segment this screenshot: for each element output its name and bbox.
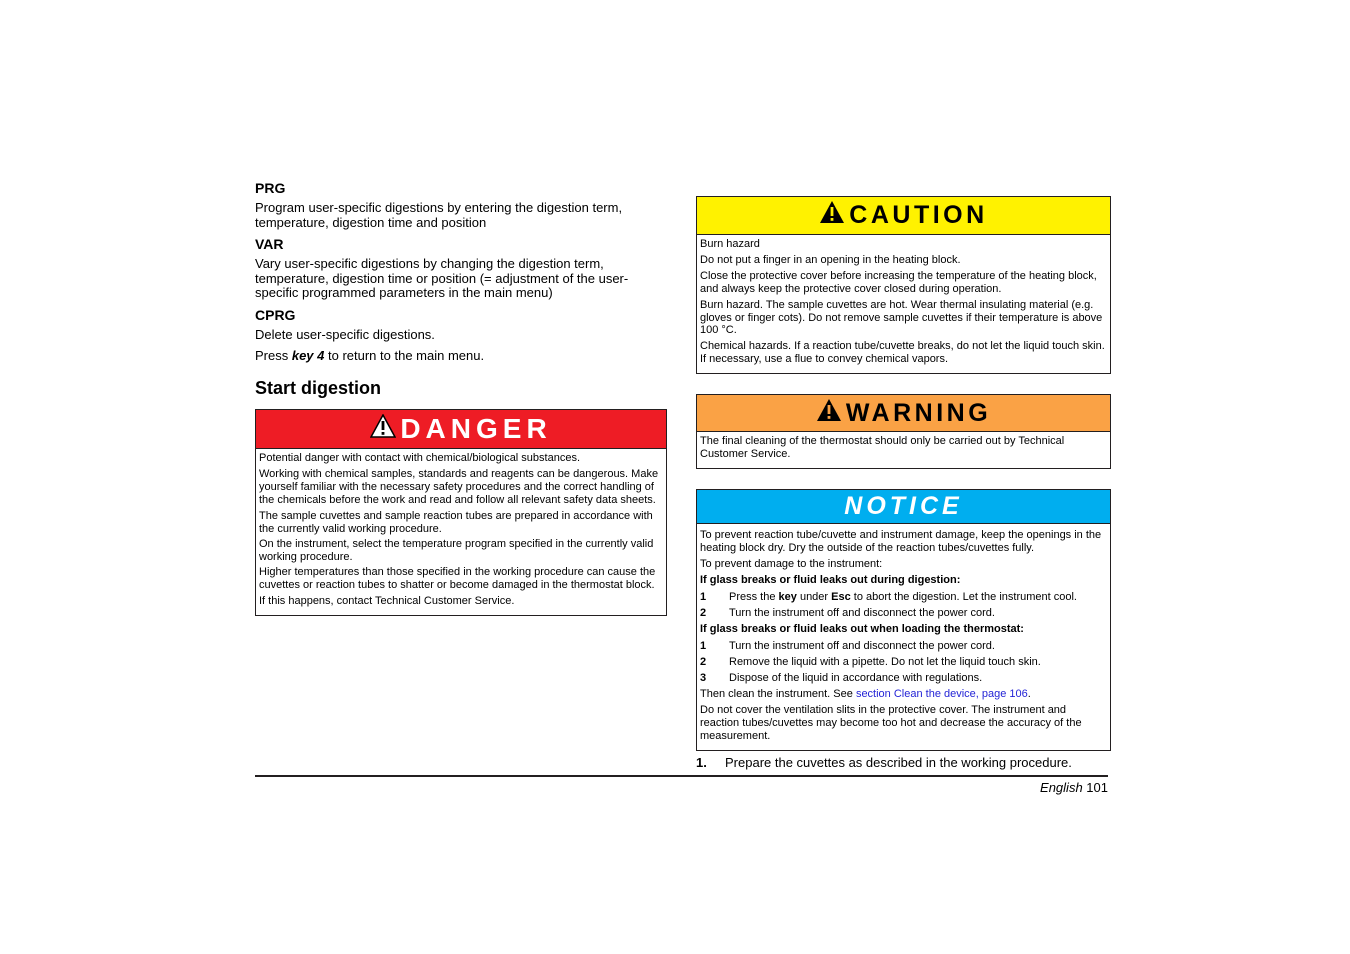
notice-step: 2 Turn the instrument off and disconnect the power cord. [700, 606, 995, 619]
prg-heading: PRG [255, 180, 286, 196]
danger-paragraph: If this happens, contact Technical Customer Service. [259, 595, 515, 608]
notice-step: 3 Dispose of the liquid in accordance with regulations. [700, 672, 983, 685]
notice-body [697, 524, 1110, 750]
page-number: 101 [1086, 780, 1108, 795]
caution-title: CAUTION [849, 201, 988, 229]
danger-box [255, 409, 667, 616]
notice-subheading: If glass breaks or fluid leaks out when loading the thermostat: [700, 623, 1024, 636]
danger-paragraph: Potential danger with contact with chemical/biological substances. [259, 452, 581, 465]
var-text: Vary user-specific digestions by changing the digestion term, temperature, digestion time or position (= adjustment of the user-specific programmed parameters in the main menu) [255, 256, 629, 301]
var-heading: VAR [255, 236, 284, 253]
footer-language: English [1040, 780, 1083, 795]
section-title: Start digestion [255, 378, 382, 399]
notice-title: NOTICE [844, 491, 963, 520]
danger-paragraph: On the instrument, select the temperature program specified in the currently valid working procedure. [259, 537, 654, 563]
warning-triangle-icon [816, 398, 842, 429]
warning-body [697, 432, 1110, 468]
page-footer [1040, 780, 1108, 795]
danger-header [256, 410, 666, 449]
footer-divider [255, 775, 1108, 777]
notice-paragraph: To prevent damage to the instrument: [700, 557, 883, 570]
notice-paragraph: To prevent reaction tube/cuvette and instrument damage, keep the openings in the heating block dry. Dry the outside of the reaction tubes/cuvettes fully. [700, 528, 1102, 554]
notice-step: 1 Press the key under Esc to abort the digestion. Let the instrument cool. [700, 590, 1077, 603]
prg-text: Program user-specific digestions by entering the digestion term, temperature, digestion time and position [255, 200, 623, 230]
warning-triangle-icon [370, 413, 396, 445]
notice-step: 1 Turn the instrument off and disconnect the power cord. [700, 640, 995, 653]
warning-triangle-icon [819, 200, 845, 231]
caution-paragraph: Burn hazard [700, 238, 760, 250]
notice-then-text: Then clean the instrument. See section Clean the device, page 106. [700, 688, 1031, 701]
warning-header [697, 395, 1110, 432]
caution-header [697, 197, 1110, 235]
caution-box [696, 196, 1111, 374]
right-column [696, 196, 1111, 770]
warning-title: WARNING [845, 398, 992, 427]
caution-paragraph: Chemical hazards. If a reaction tube/cuvette breaks, do not let the liquid touch skin. If necessary, use a flue to convey chemical vapors. [700, 340, 1105, 366]
clean-device-link[interactable]: section Clean the device, page 106 [855, 688, 1028, 701]
danger-paragraph: Working with chemical samples, standards and reagents can be dangerous. Make yourself familiar with the necessary safety procedures and the correct handling of the chemicals before the work and read and follow all relevant safety data sheets. [259, 468, 659, 506]
notice-box [696, 489, 1111, 751]
notice-subheading: If glass breaks or fluid leaks out during digestion: [700, 573, 961, 586]
danger-paragraph: The sample cuvettes and sample reaction tubes are prepared in accordance with the currently valid working procedure. [259, 509, 653, 535]
press-key-text: Press key 4 to return to the main menu. [255, 347, 485, 363]
warning-paragraph: The final cleaning of the thermostat should only be carried out by Technical Customer Service. [700, 435, 1065, 461]
notice-step: 2 Remove the liquid with a pipette. Do not let the liquid touch skin. [700, 656, 1041, 669]
cprg-text: Delete user-specific digestions. [255, 326, 435, 342]
danger-paragraph: Higher temperatures than those specified in the working procedure can cause the cuvettes or reaction tubes to shatter or become damaged in the thermostat block. [259, 566, 656, 592]
danger-body [256, 449, 666, 615]
caution-paragraph: Do not put a finger in an opening in the heating block. [700, 253, 961, 266]
left-column [255, 180, 667, 616]
notice-paragraph: Do not cover the ventilation slits in the protective cover. The instrument and reaction tubes/cuvettes may become too hot and decrease the accuracy of the measurement. [700, 703, 1082, 742]
procedure-step: 1. Prepare the cuvettes as described in the working procedure. [696, 754, 1072, 770]
caution-paragraph: Close the protective cover before increasing the temperature of the heating block, and always keep the protective cover closed during operation. [700, 269, 1097, 295]
danger-title: DANGER [400, 413, 552, 445]
cprg-heading: CPRG [255, 306, 296, 323]
notice-header [697, 490, 1110, 524]
warning-box [696, 394, 1111, 469]
caution-paragraph: Burn hazard. The sample cuvettes are hot. Wear thermal insulating material (e.g. gloves or finger cots). Do not remove sample cuvettes if their temperature is above 100 °C. [700, 298, 1103, 337]
caution-body [697, 235, 1110, 373]
